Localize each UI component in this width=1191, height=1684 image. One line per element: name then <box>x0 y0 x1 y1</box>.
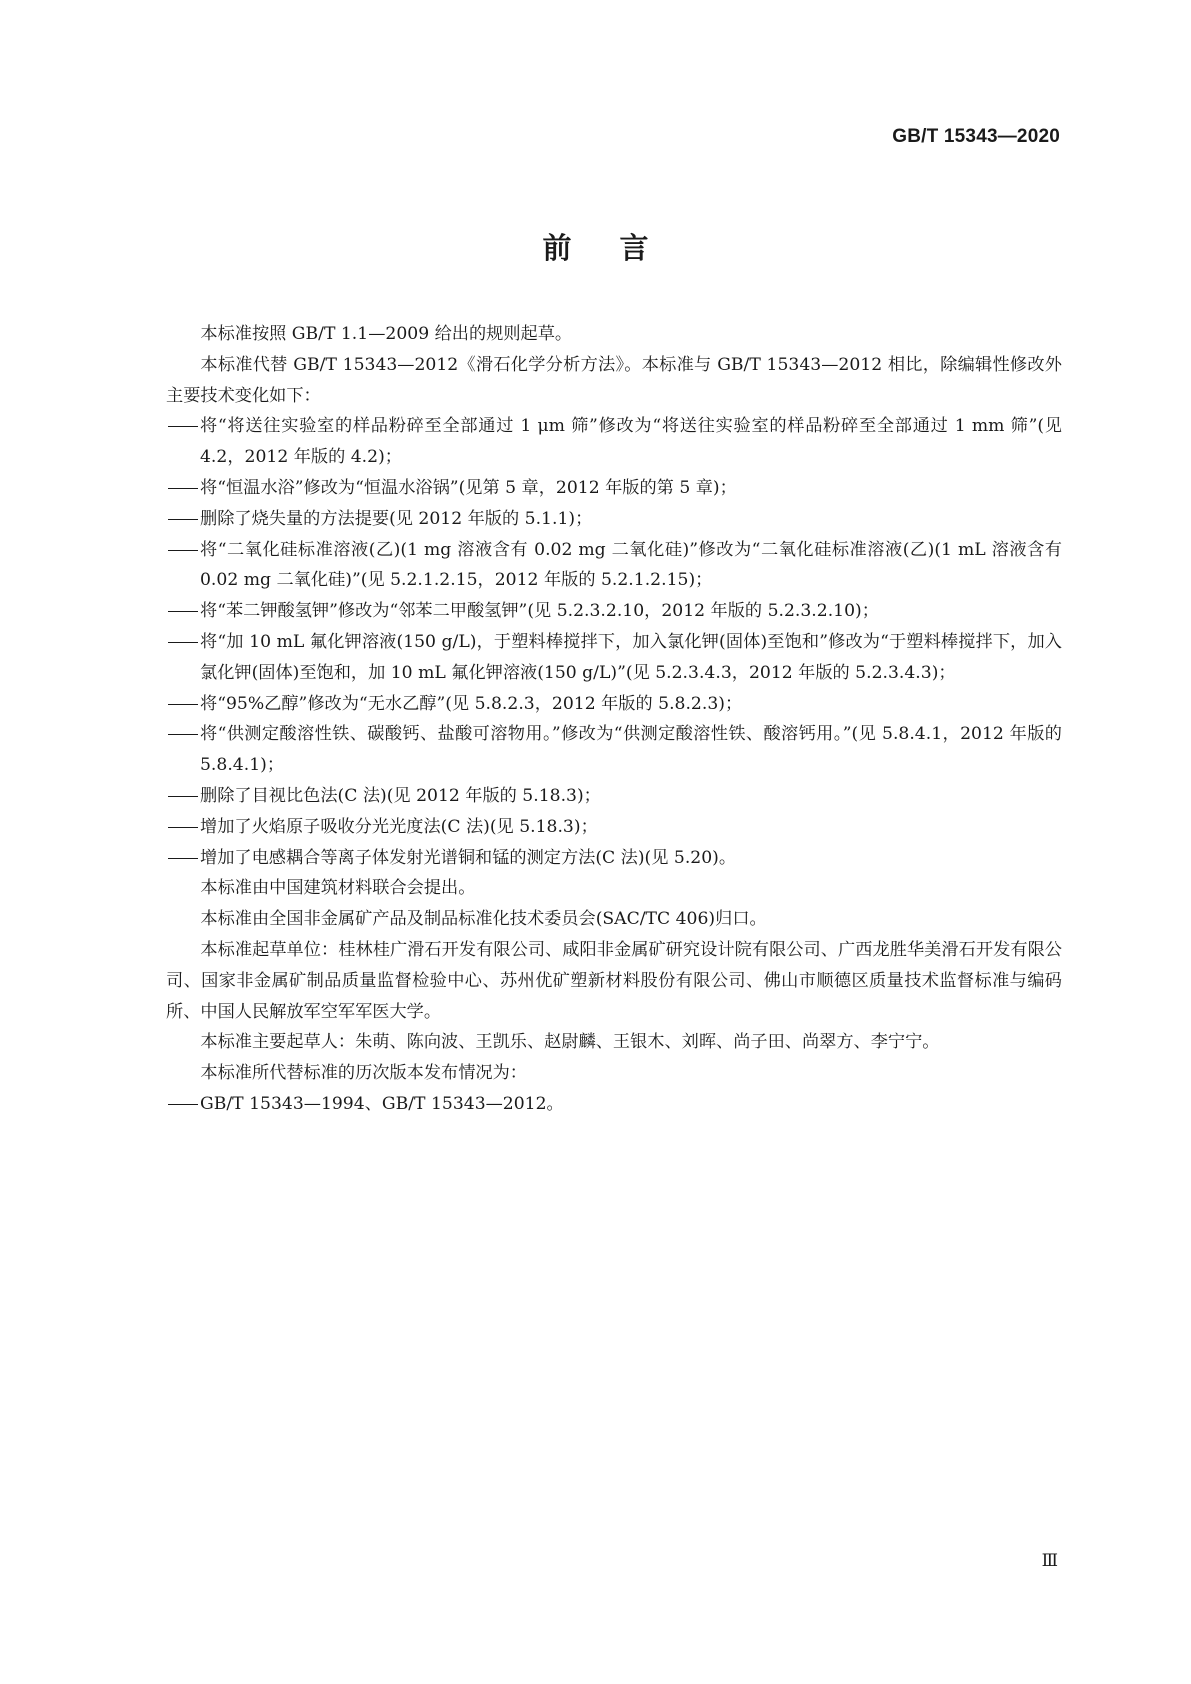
change-text: 删除了烧失量的方法提要(见 2012 年版的 5.1.1)； <box>200 508 593 529</box>
change-text: 将“恒温水浴”修改为“恒温水浴锅”(见第 5 章，2012 年版的第 5 章)； <box>200 477 737 498</box>
change-list-item <box>166 843 1062 874</box>
page-number: Ⅲ <box>1041 1551 1058 1571</box>
change-text: 将“将送往实验室的样品粉碎至全部通过 1 μm 筛”修改为“将送往实验室的样品粉碎至全部通过 1 mm 筛”(见 4.2，2012 年版的 4.2)； <box>200 416 1062 468</box>
paragraph-replacement: 本标准代替 GB/T 15343—2012《滑石化学分析方法》。本标准与 GB/T 15343—2012 相比，除编辑性修改外主要技术变化如下： <box>166 354 1062 406</box>
change-text: 将“加 10 mL 氟化钾溶液(150 g/L)，于塑料棒搅拌下，加入氯化钾(固体)至饱和”修改为“于塑料棒搅拌下，加入氯化钾(固体)至饱和，加 10 mL 氟化钾溶液(150 g/L)”(见 5.2.3.4.3，2012 年版的 5.2.3.4.3)； <box>200 631 1062 683</box>
paragraph-drafters: 本标准主要起草人：朱萌、陈向波、王凯乐、赵尉麟、王银木、刘晖、尚子田、尚翠方、李宁宁。 <box>200 1032 940 1053</box>
change-text: 将“苯二钾酸氢钾”修改为“邻苯二甲酸氢钾”(见 5.2.3.2.10，2012 年版的 5.2.3.2.10)； <box>200 601 879 622</box>
change-list-item <box>166 719 1062 781</box>
change-list-item <box>166 689 1062 720</box>
paragraph-committee: 本标准由全国非金属矿产品及制品标准化技术委员会(SAC/TC 406)归口。 <box>200 909 767 930</box>
change-text: 将“二氧化硅标准溶液(乙)(1 mg 溶液含有 0.02 mg 二氧化硅)”修改为“二氧化硅标准溶液(乙)(1 mL 溶液含有 0.02 mg 二氧化硅)”(见 5.2.1.2.15，2012 年版的 5.2.1.2.15)； <box>200 539 1062 591</box>
paragraph-drafting-units: 本标准起草单位：桂林桂广滑石开发有限公司、咸阳非金属矿研究设计院有限公司、广西龙胜华美滑石开发有限公司、国家非金属矿制品质量监督检验中心、苏州优矿塑新材料股份有限公司、佛山市顺德区质量技术监督标准与编码所、中国人民解放军空军军医大学。 <box>166 939 1062 1022</box>
change-list-item <box>166 627 1062 689</box>
change-list-item <box>166 504 1062 535</box>
change-text: 将“95%乙醇”修改为“无水乙醇”(见 5.8.2.3，2012 年版的 5.8.2.3)； <box>200 693 743 714</box>
page-title <box>0 226 1191 267</box>
paragraph-proposer: 本标准由中国建筑材料联合会提出。 <box>200 878 476 899</box>
change-list-item <box>166 535 1062 597</box>
paragraph-drafting-rules: 本标准按照 GB/T 1.1—2009 给出的规则起草。 <box>200 324 573 344</box>
change-text: 增加了火焰原子吸收分光光度法(C 法)(见 5.18.3)； <box>200 816 598 837</box>
foreword-body <box>166 319 1062 1120</box>
change-text: 将“供测定酸溶性铁、碳酸钙、盐酸可溶物用。”修改为“供测定酸溶性铁、酸溶钙用。”(见 5.8.4.1，2012 年版的 5.8.4.1)； <box>200 724 1062 776</box>
standard-code: GB/T 15343—2020 <box>892 126 1060 147</box>
change-list-item <box>166 812 1062 843</box>
change-list-item <box>166 473 1062 504</box>
history-text: GB/T 15343—1994、GB/T 15343—2012。 <box>200 1093 564 1114</box>
change-list-item <box>166 781 1062 812</box>
page-title-char: 言 <box>619 231 649 265</box>
change-list-item <box>166 411 1062 473</box>
change-text: 删除了目视比色法(C 法)(见 2012 年版的 5.18.3)； <box>200 785 601 806</box>
page-title-char: 前 <box>542 231 572 265</box>
paragraph-history-intro: 本标准所代替标准的历次版本发布情况为： <box>200 1063 527 1084</box>
change-list-item <box>166 596 1062 627</box>
history-list-item <box>166 1089 1062 1120</box>
change-text: 增加了电感耦合等离子体发射光谱铜和锰的测定方法(C 法)(见 5.20)。 <box>200 847 737 868</box>
